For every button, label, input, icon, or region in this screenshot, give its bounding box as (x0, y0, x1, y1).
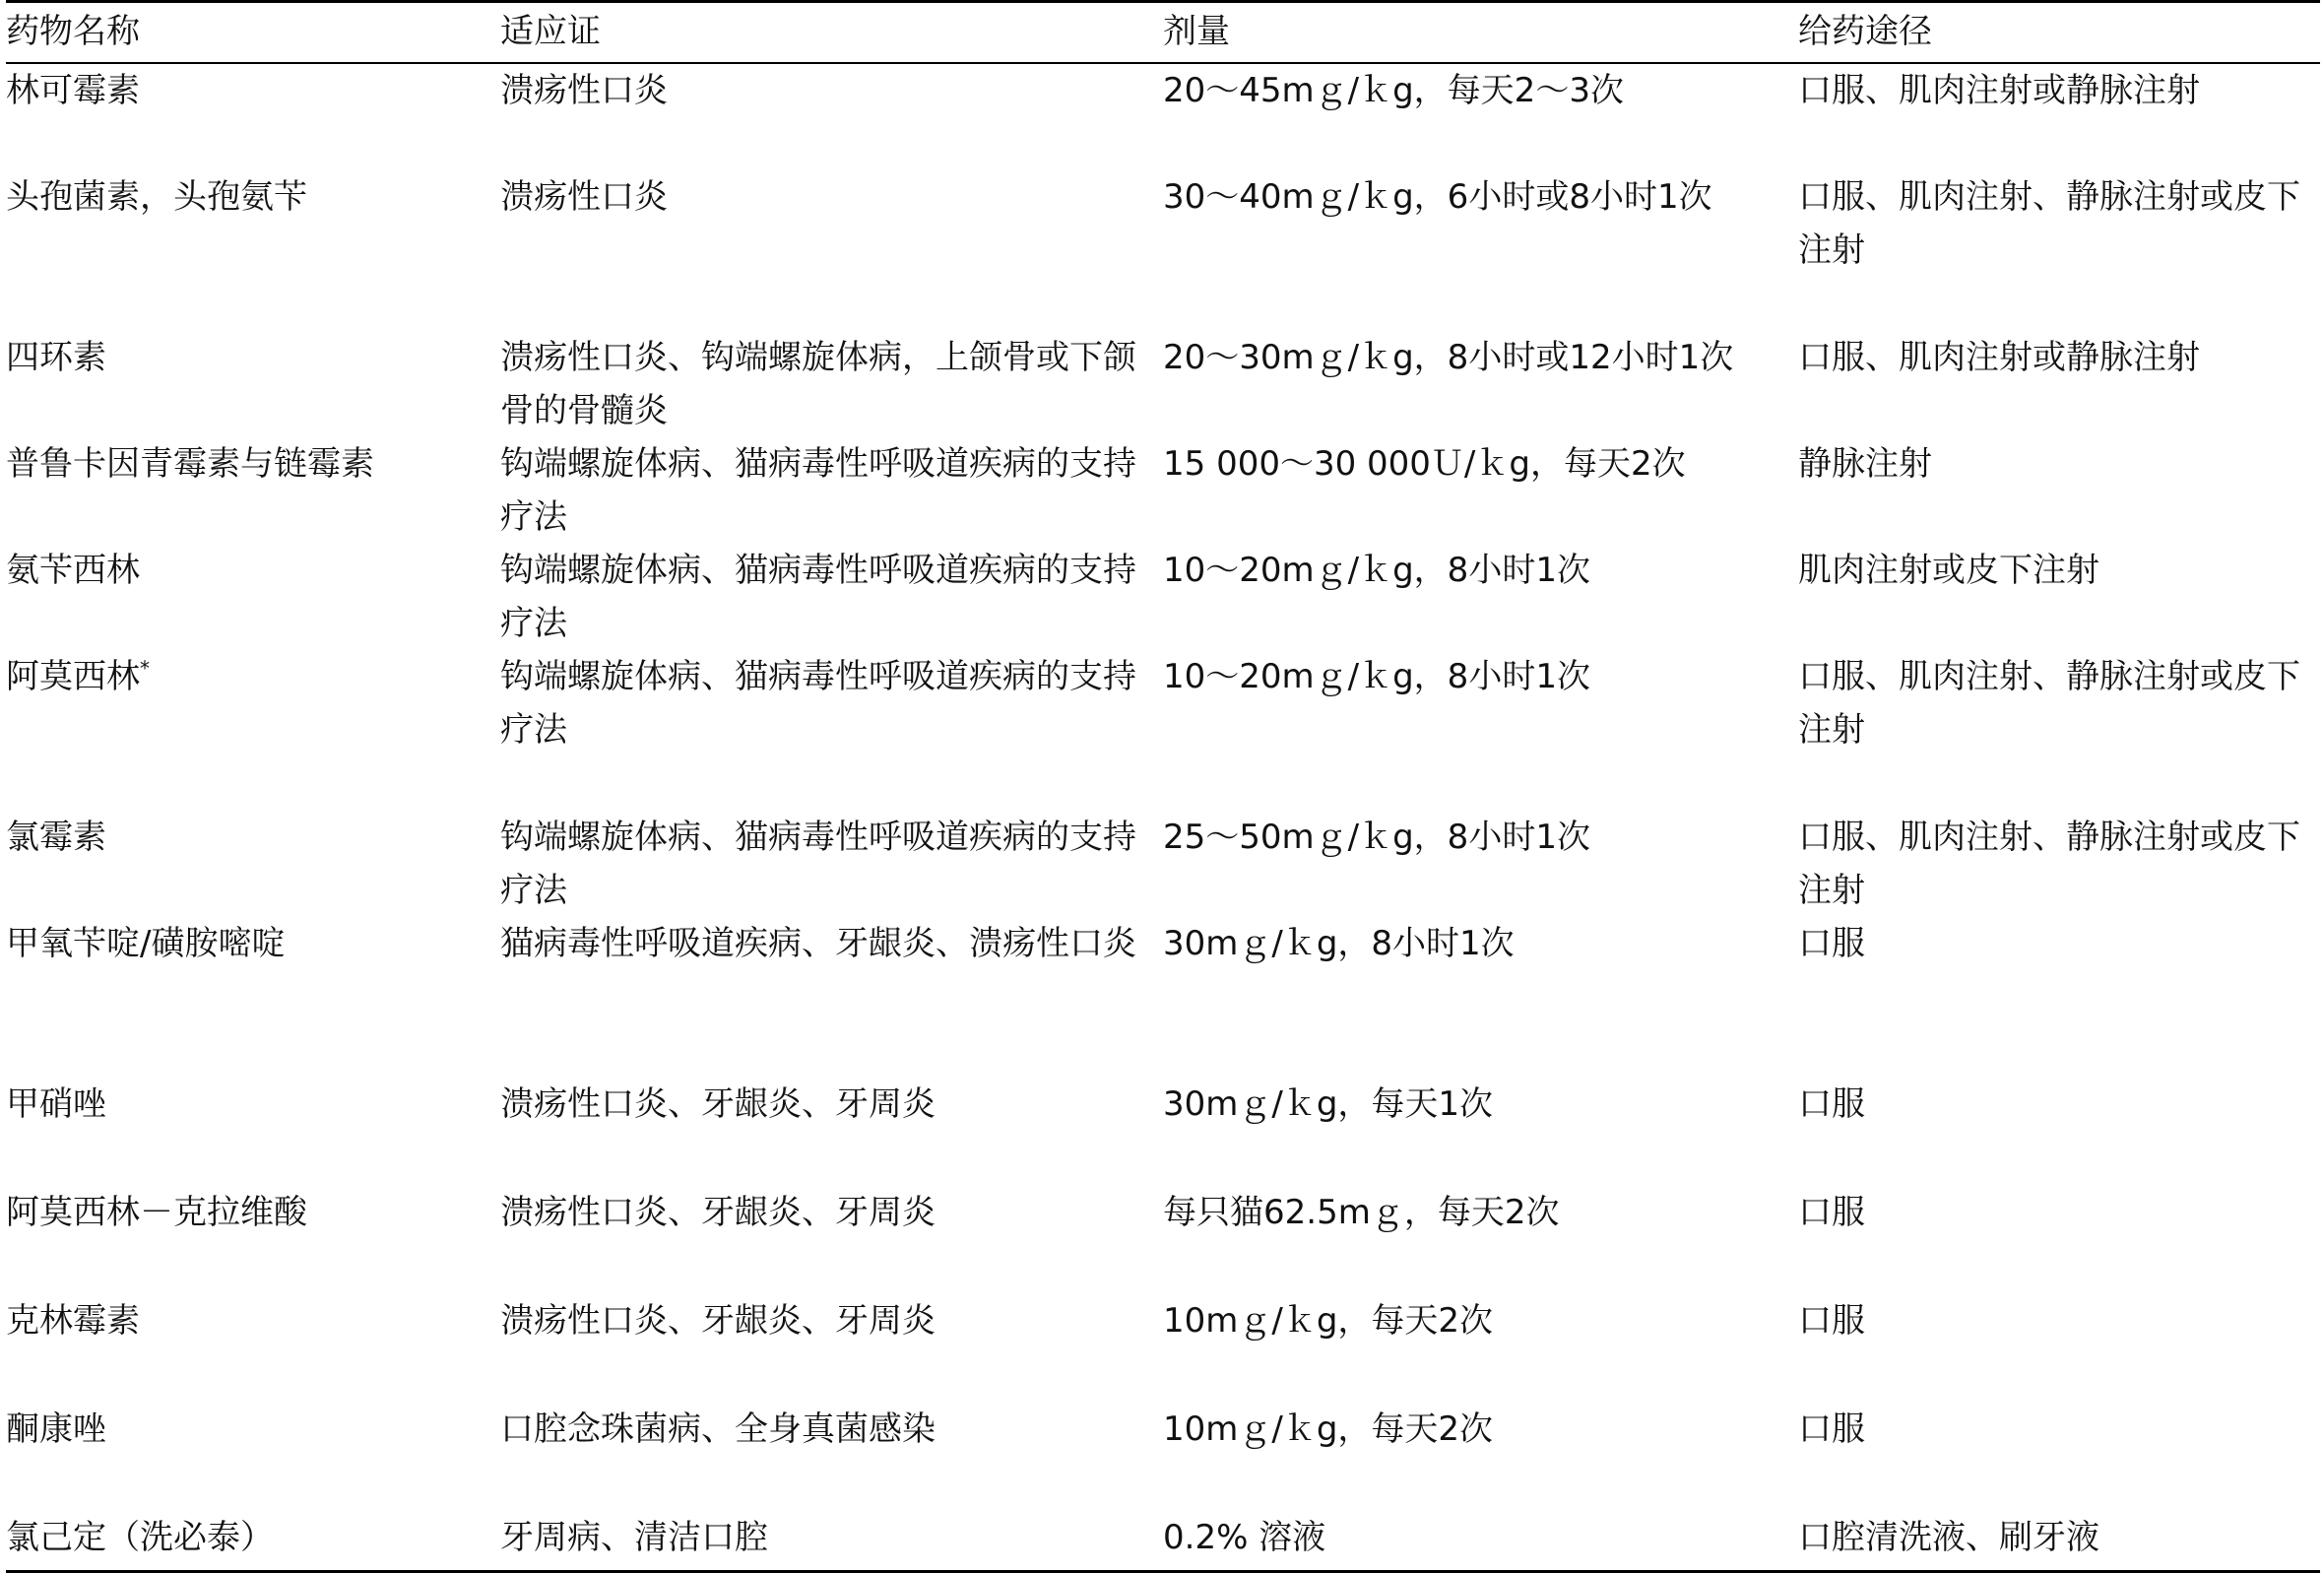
table-row (6, 1403, 2320, 1511)
route-cell: 口服、肌肉注射、静脉注射或皮下注射 (1798, 177, 2300, 270)
dose-cell: 每只猫62.5mｇ，每天2次 (1163, 1193, 1560, 1232)
route-cell: 口服 (1798, 1084, 1865, 1124)
drug-name-cell: 林可霉素 (6, 71, 140, 110)
drug-name-cell: 甲氧苄啶/磺胺嘧啶 (6, 924, 286, 963)
table-body (6, 63, 2320, 1572)
dose-cell: 10mｇ/ｋg，每天2次 (1163, 1301, 1494, 1341)
indication-cell: 钩端螺旋体病、猫病毒性呼吸道疾病的支持疗法 (500, 818, 1136, 910)
drug-name-cell: 氯己定（洗必泰） (6, 1518, 274, 1557)
dose-cell: 30～40mｇ/ｋg，6小时或8小时1次 (1163, 177, 1712, 217)
table-row (6, 811, 2320, 917)
header-dose: 剂量 (1163, 12, 1230, 51)
dose-cell: 20～45mｇ/ｋg，每天2～3次 (1163, 71, 1624, 110)
drug-name-cell: 四环素 (6, 338, 106, 377)
route-cell: 口服 (1798, 1301, 1865, 1341)
dose-cell: 10～20mｇ/ｋg，8小时1次 (1163, 551, 1590, 590)
drug-name-text: 阿莫西林 (6, 657, 140, 696)
dose-cell: 30mｇ/ｋg，8小时1次 (1163, 924, 1515, 963)
route-cell: 口服、肌肉注射、静脉注射或皮下注射 (1798, 657, 2300, 750)
header-indication: 适应证 (500, 12, 601, 51)
table-row (6, 437, 2320, 544)
route-cell: 口服 (1798, 1193, 1865, 1232)
dose-cell: 0.2% 溶液 (1163, 1518, 1326, 1557)
route-cell: 口服、肌肉注射、静脉注射或皮下注射 (1798, 818, 2300, 910)
table-row (6, 650, 2320, 811)
header-route: 给药途径 (1798, 12, 1932, 51)
table-row (6, 63, 2320, 170)
table-row (6, 1186, 2320, 1294)
table-row (6, 917, 2320, 1078)
indication-cell: 溃疡性口炎、牙龈炎、牙周炎 (500, 1193, 936, 1232)
table-header (6, 2, 2320, 64)
drug-name-cell: 甲硝唑 (6, 1084, 106, 1124)
drug-name-cell: 酮康唑 (6, 1409, 106, 1449)
route-cell: 口腔清洗液、刷牙液 (1798, 1518, 2099, 1557)
indication-cell: 钩端螺旋体病、猫病毒性呼吸道疾病的支持疗法 (500, 657, 1136, 750)
drug-name-cell: 阿莫西林－克拉维酸 (6, 1193, 307, 1232)
footnote-mark: * (140, 656, 150, 681)
dose-cell: 20～30mｇ/ｋg，8小时或12小时1次 (1163, 338, 1734, 377)
indication-cell: 钩端螺旋体病、猫病毒性呼吸道疾病的支持疗法 (500, 551, 1136, 643)
indication-cell: 溃疡性口炎、牙龈炎、牙周炎 (500, 1301, 936, 1341)
dose-cell: 10～20mｇ/ｋg，8小时1次 (1163, 657, 1590, 696)
table-row (6, 1294, 2320, 1403)
table-row (6, 1078, 2320, 1186)
table-row (6, 544, 2320, 650)
indication-cell: 口腔念珠菌病、全身真菌感染 (500, 1409, 936, 1449)
drug-name-cell: 氯霉素 (6, 818, 106, 857)
indication-cell: 猫病毒性呼吸道疾病、牙龈炎、溃疡性口炎 (500, 924, 1136, 963)
dose-cell: 30mｇ/ｋg，每天1次 (1163, 1084, 1494, 1124)
header-row (6, 2, 2320, 64)
drug-name-cell: 克林霉素 (6, 1301, 140, 1341)
table-row (6, 170, 2320, 331)
dose-cell: 25～50mｇ/ｋg，8小时1次 (1163, 818, 1590, 857)
dose-cell: 15 000～30 000Ｕ/ｋg，每天2次 (1163, 444, 1686, 484)
table-row (6, 1511, 2320, 1572)
table-row (6, 331, 2320, 437)
drug-name-cell (6, 650, 500, 811)
route-cell: 口服、肌肉注射或静脉注射 (1798, 338, 2200, 377)
indication-cell: 溃疡性口炎、钩端螺旋体病，上颌骨或下颌骨的骨髓炎 (500, 338, 1136, 430)
header-drug-name: 药物名称 (6, 12, 140, 51)
dose-cell: 10mｇ/ｋg，每天2次 (1163, 1409, 1494, 1449)
route-cell: 肌肉注射或皮下注射 (1798, 551, 2099, 590)
indication-cell: 溃疡性口炎 (500, 177, 668, 217)
drug-name-cell: 头孢菌素，头孢氨苄 (6, 177, 307, 217)
indication-cell: 溃疡性口炎 (500, 71, 668, 110)
indication-cell: 溃疡性口炎、牙龈炎、牙周炎 (500, 1084, 936, 1124)
route-cell: 口服 (1798, 1409, 1865, 1449)
route-cell: 口服、肌肉注射或静脉注射 (1798, 71, 2200, 110)
drug-name-cell: 普鲁卡因青霉素与链霉素 (6, 444, 374, 484)
indication-cell: 牙周病、清洁口腔 (500, 1518, 768, 1557)
route-cell: 静脉注射 (1798, 444, 1932, 484)
drug-name-cell: 氨苄西林 (6, 551, 140, 590)
drug-table (6, 0, 2320, 1573)
indication-cell: 钩端螺旋体病、猫病毒性呼吸道疾病的支持疗法 (500, 444, 1136, 537)
route-cell: 口服 (1798, 924, 1865, 963)
